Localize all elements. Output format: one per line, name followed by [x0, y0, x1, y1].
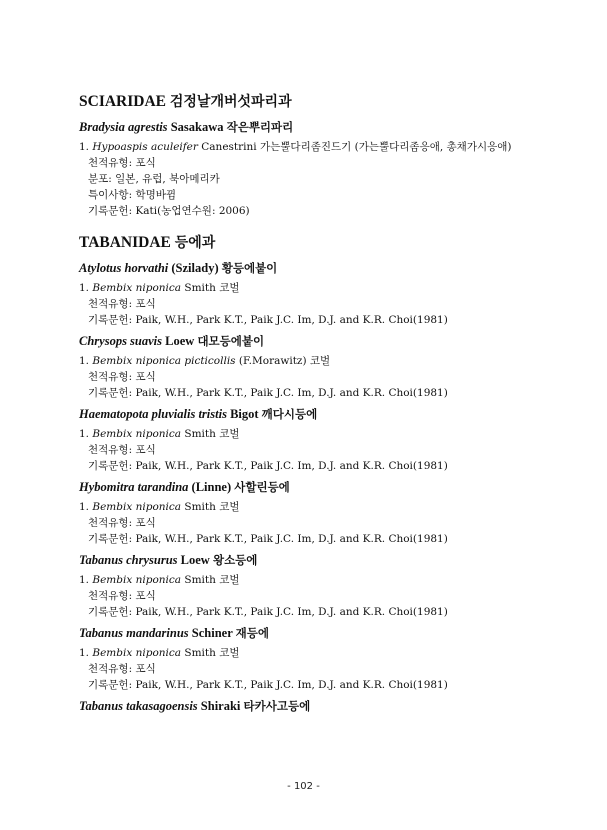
family-heading: [79, 233, 587, 253]
species-author: Shiraki: [200, 699, 241, 713]
family-name: SCIARIDAE: [79, 93, 166, 110]
family-section: [79, 233, 587, 715]
host-scientific-name: Hypoaspis aculeifer: [92, 141, 198, 153]
entry-number: 1.: [79, 141, 90, 153]
entry-detail-line: 기록문헌: Paik, W.H., Park K.T., Paik J.C. Im, D.J. and K.R. Choi(1981): [88, 606, 448, 618]
entry-detail-line: 천적유형: 포식: [88, 590, 156, 602]
entry-detail-line: 기록문헌: Paik, W.H., Park K.T., Paik J.C. Im, D.J. and K.R. Choi(1981): [88, 387, 448, 399]
species-korean-name: 재등에: [235, 626, 269, 640]
species-author: (Linne): [191, 480, 232, 494]
species-korean-name: 작은뿌리파리: [226, 120, 294, 134]
host-common-name: 코벌: [219, 574, 240, 586]
entry-host-line: [79, 572, 587, 588]
entry-host-line: [79, 426, 587, 442]
entry-number: 1.: [79, 501, 90, 513]
entry-detail-line: 천적유형: 포식: [88, 298, 156, 310]
species-korean-name: 대모등에붙이: [197, 334, 265, 348]
host-author: (F.Morawitz): [238, 355, 307, 367]
natural-enemy-entry: [79, 426, 587, 474]
entry-detail-line: 기록문헌: Paik, W.H., Park K.T., Paik J.C. Im, D.J. and K.R. Choi(1981): [88, 679, 448, 691]
species-author: (Szilady): [171, 261, 219, 275]
host-scientific-name: Bembix niponica: [92, 282, 182, 294]
species-author: Loew: [180, 553, 210, 567]
family-korean-name: 검정날개버섯파리과: [169, 94, 292, 110]
species-korean-name: 왕소등에: [212, 553, 258, 567]
entry-detail-line: 천적유형: 포식: [88, 371, 156, 383]
host-author: Smith: [184, 501, 216, 513]
entry-host-line: [79, 139, 587, 155]
entry-detail-line: 천적유형: 포식: [88, 517, 156, 529]
species-heading: [79, 478, 587, 496]
entry-host-line: [79, 499, 587, 515]
family-korean-name: 등에과: [174, 235, 216, 251]
species-author: Bigot: [230, 407, 259, 421]
species-scientific-name: Tabanus mandarinus: [79, 626, 189, 640]
natural-enemy-entry: [79, 353, 587, 401]
species-scientific-name: Tabanus chrysurus: [79, 553, 178, 567]
species-author: Sasakawa: [170, 120, 224, 134]
host-author: Canestrini: [201, 141, 257, 153]
host-common-name: 코벌: [219, 282, 240, 294]
species-scientific-name: Bradysia agrestis: [79, 120, 168, 134]
natural-enemy-entry: [79, 645, 587, 693]
host-common-name: 코벌: [219, 647, 240, 659]
entry-number: 1.: [79, 574, 90, 586]
host-scientific-name: Bembix niponica picticollis: [92, 355, 236, 367]
entry-detail-line: 천적유형: 포식: [88, 663, 156, 675]
species-heading: [79, 259, 587, 277]
species-heading: [79, 332, 587, 350]
entry-detail-line: 천적유형: 포식: [88, 444, 156, 456]
host-scientific-name: Bembix niponica: [92, 574, 182, 586]
host-common-name: 코벌: [309, 355, 331, 367]
species-korean-name: 깨다시등에: [261, 407, 318, 421]
species-scientific-name: Tabanus takasagoensis: [79, 699, 198, 713]
host-scientific-name: Bembix niponica: [92, 501, 182, 513]
page-number: - 102 -: [287, 781, 320, 792]
entry-detail-line: 기록문헌: Paik, W.H., Park K.T., Paik J.C. Im, D.J. and K.R. Choi(1981): [88, 533, 448, 545]
entry-host-line: [79, 280, 587, 296]
host-author: Smith: [184, 282, 216, 294]
species-korean-name: 타카사고등에: [243, 699, 311, 713]
species-scientific-name: Haematopota pluvialis tristis: [79, 407, 227, 421]
family-section: [79, 92, 587, 219]
entry-number: 1.: [79, 282, 90, 294]
entry-detail-line: 분포: 일본, 유럽, 북아메리카: [88, 173, 220, 185]
host-common-name: 코벌: [219, 428, 240, 440]
species-author: Loew: [165, 334, 195, 348]
host-author: Smith: [184, 574, 216, 586]
species-scientific-name: Atylotus horvathi: [79, 261, 169, 275]
host-author: Smith: [184, 428, 216, 440]
natural-enemy-entry: [79, 499, 587, 547]
document-body: [79, 92, 587, 718]
species-korean-name: 사할린등에: [234, 480, 290, 494]
species-heading: [79, 624, 587, 642]
family-heading: [79, 92, 587, 112]
host-common-name: 코벌: [219, 501, 240, 513]
host-scientific-name: Bembix niponica: [92, 647, 182, 659]
entry-host-line: [79, 645, 587, 661]
species-korean-name: 황등에붙이: [221, 261, 278, 275]
host-author: Smith: [184, 647, 216, 659]
natural-enemy-entry: [79, 572, 587, 620]
entry-detail-line: 기록문헌: Paik, W.H., Park K.T., Paik J.C. Im, D.J. and K.R. Choi(1981): [88, 314, 448, 326]
entry-host-line: [79, 353, 587, 369]
species-heading: [79, 118, 587, 136]
entry-detail-line: 기록문헌: Paik, W.H., Park K.T., Paik J.C. Im, D.J. and K.R. Choi(1981): [88, 460, 448, 472]
entry-number: 1.: [79, 355, 90, 367]
species-author: Schiner: [191, 626, 233, 640]
natural-enemy-entry: [79, 139, 587, 219]
entry-detail-line: 천적유형: 포식: [88, 157, 156, 169]
family-name: TABANIDAE: [79, 234, 171, 251]
entry-number: 1.: [79, 428, 90, 440]
entry-number: 1.: [79, 647, 90, 659]
species-scientific-name: Chrysops suavis: [79, 334, 163, 348]
species-heading: [79, 697, 587, 715]
natural-enemy-entry: [79, 280, 587, 328]
entry-detail-line: 특이사항: 학명바뀜: [88, 189, 177, 201]
host-common-name: 가는뿔다리좀진드기 (가는뿔다리좀응애, 총채가시응애): [260, 141, 512, 153]
host-scientific-name: Bembix niponica: [92, 428, 182, 440]
species-heading: [79, 551, 587, 569]
species-scientific-name: Hybomitra tarandina: [79, 480, 189, 494]
entry-detail-line: 기록문헌: Kati(농업연수원: 2006): [88, 205, 250, 217]
species-heading: [79, 405, 587, 423]
